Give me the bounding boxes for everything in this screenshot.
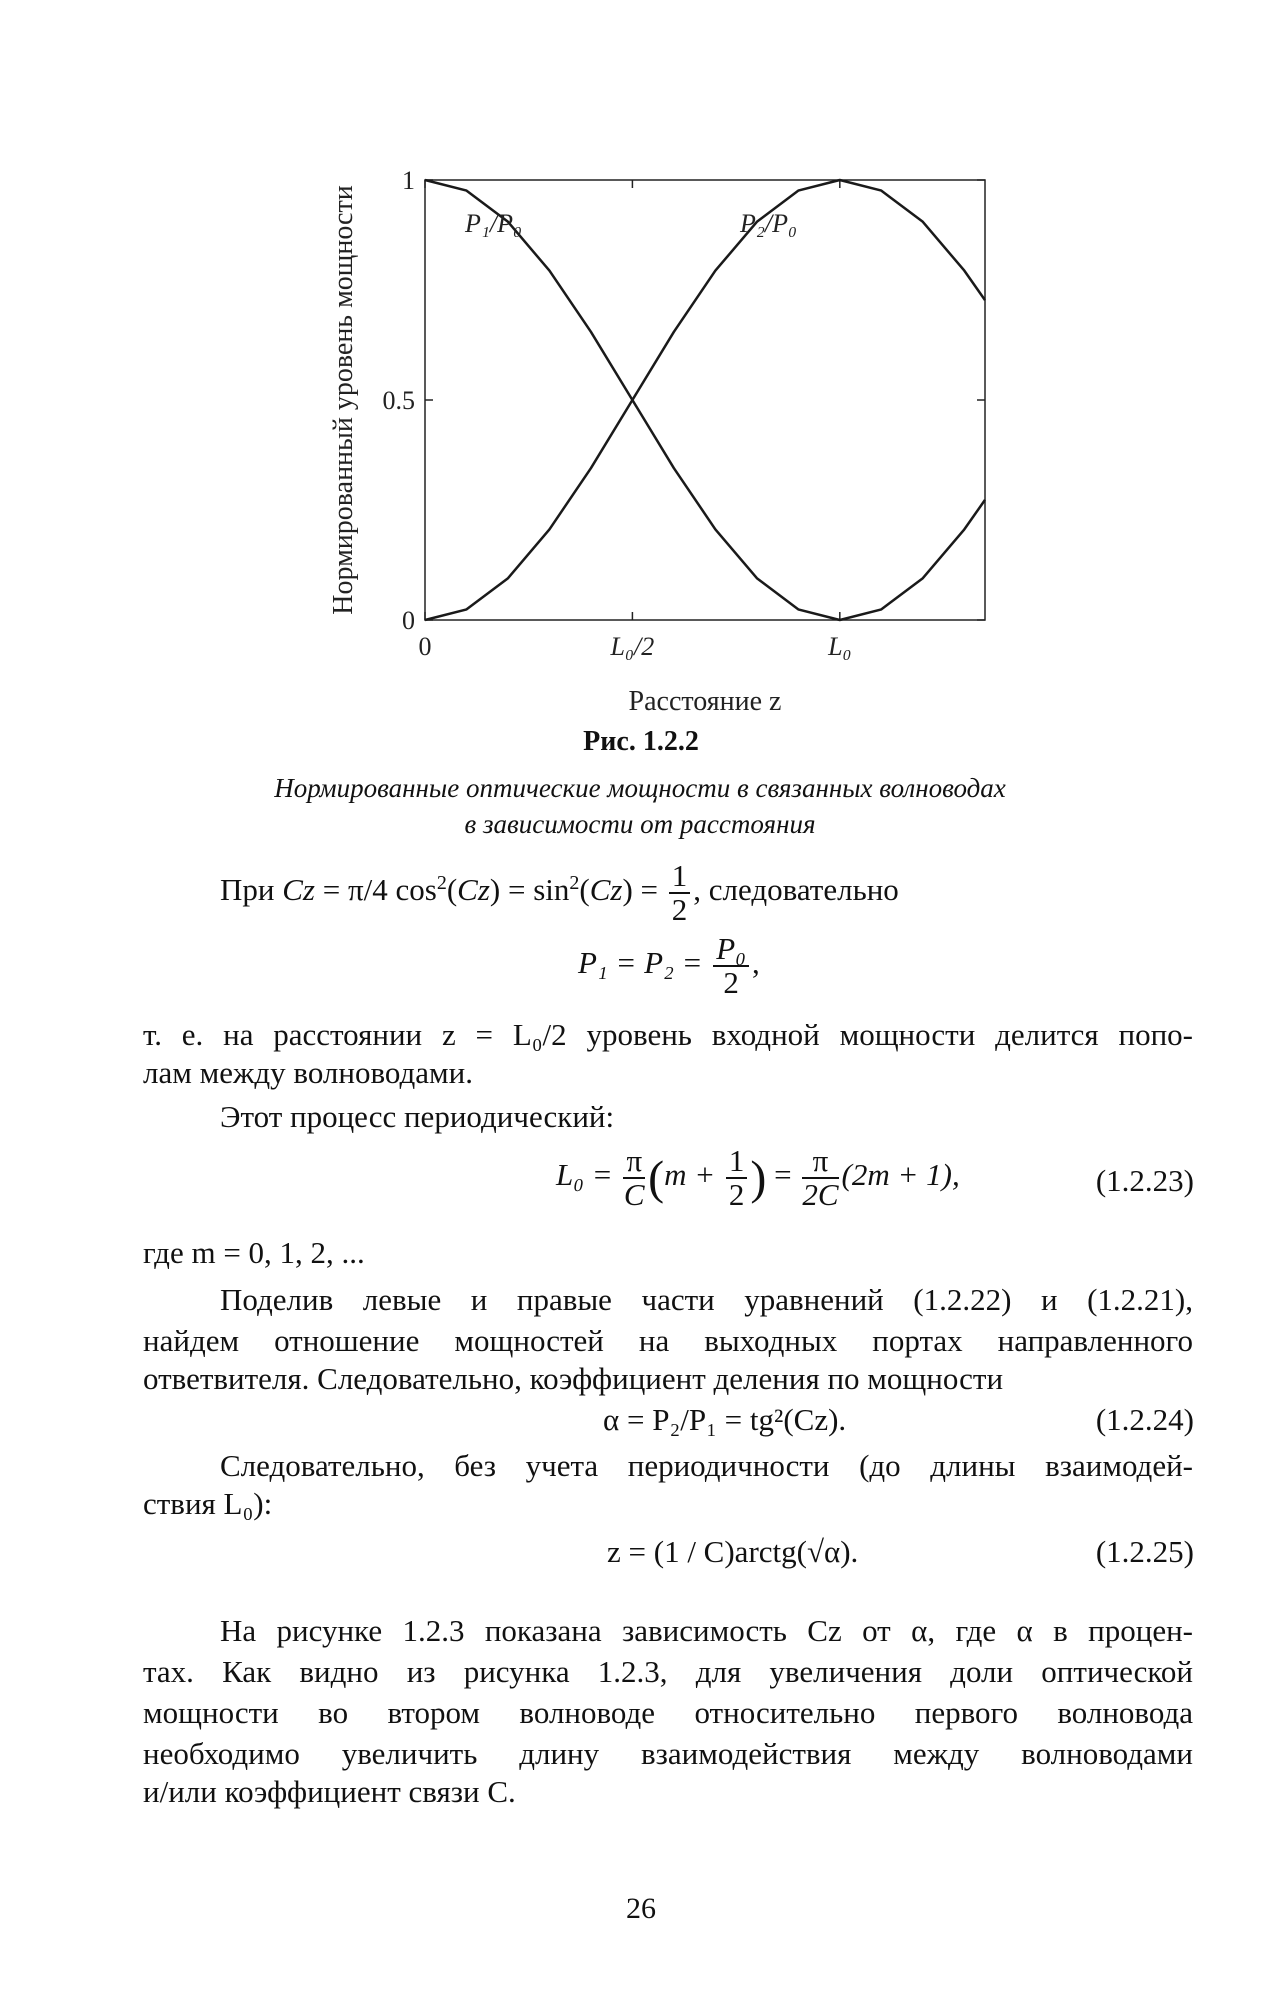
fraction	[669, 860, 691, 926]
equation-number: (1.2.24)	[1095, 1402, 1194, 1437]
figure-caption	[200, 770, 1080, 842]
denominator: 2	[728, 1177, 745, 1212]
equation-1-2-24: α = P₂/P₁ = tg²(Cz).	[603, 1402, 847, 1437]
figure-title: Рис. 1.2.2	[583, 726, 699, 757]
y-axis-label: Нормированный уровень мощности	[328, 185, 359, 615]
text-segment: m +	[664, 1157, 723, 1193]
x-axis-label: Расстояние z	[628, 686, 782, 717]
y-tick-label: 0.5	[382, 386, 415, 415]
fraction	[802, 1145, 838, 1211]
paragraph-line: лам между волноводами.	[143, 1055, 474, 1090]
fraction	[713, 933, 749, 999]
paragraph-line: где m = 0, 1, 2, ...	[143, 1235, 365, 1270]
text-segment: Cz	[282, 872, 315, 908]
figure-caption-line-1: Нормированные оптические мощности в связанных волноводах	[274, 773, 1006, 803]
text-segment: (	[579, 872, 590, 908]
paragraph-line: найдем отношение мощностей на выходных портах направленного	[143, 1323, 1193, 1358]
denominator: 2C	[802, 1177, 839, 1212]
denominator: 2	[723, 965, 739, 1000]
text-segment: Cz	[589, 872, 623, 908]
x-tick-label: L₀	[828, 632, 852, 661]
text-segment: ) = sin	[489, 872, 570, 908]
equation-number: (1.2.25)	[1095, 1534, 1194, 1569]
series-line-2	[425, 180, 985, 620]
equation-1-2-25: z = (1 / C)arctg(√α).	[607, 1534, 859, 1569]
paragraph-line: мощности во втором волноводе относительно первого волновода	[143, 1695, 1193, 1730]
numerator: π	[623, 1145, 645, 1179]
paragraph-line: необходимо увеличить длину взаимодействия между волноводами	[143, 1736, 1193, 1771]
superscript: 2	[436, 871, 447, 894]
paragraph-line: Этот процесс периодический:	[220, 1099, 615, 1134]
superscript: 2	[569, 871, 580, 894]
plot-frame	[425, 180, 985, 620]
text-segment: (2m + 1),	[841, 1157, 960, 1193]
paragraph-line: На рисунке 1.2.3 показана зависимость Cz от α, где α в процен-	[220, 1613, 1193, 1648]
numerator: 1	[726, 1145, 748, 1179]
numerator: P₀	[713, 933, 749, 967]
paragraph-line: т. е. на расстоянии z = L₀/2 уровень входной мощности делится попо-	[143, 1017, 1193, 1052]
chart-svg	[300, 140, 1020, 730]
formula-cz	[220, 860, 899, 926]
text-segment: ) =	[622, 872, 666, 908]
fraction	[623, 1145, 645, 1211]
figure-caption-line-2: в зависимости от расстояния	[464, 809, 816, 839]
text-segment: = π/4 cos	[314, 872, 437, 908]
paragraph-line: Следовательно, без учета периодичности (до длины взаимодей-	[220, 1448, 1193, 1483]
paragraph-line: тах. Как видно из рисунка 1.2.3, для увеличения доли оптической	[143, 1654, 1193, 1689]
y-tick-label: 0	[402, 606, 415, 635]
formula-p1-p2: P₁ = P₂ = $\frac{\text{P₀}}{2}$ ,	[578, 931, 760, 1000]
fraction	[726, 1145, 748, 1211]
series-label-2: P₂/P₀	[740, 209, 798, 238]
text-segment: Cz	[457, 872, 490, 908]
paragraph-line: ответвителя. Следовательно, коэффициент деления по мощности	[143, 1361, 1004, 1396]
y-tick-label: 1	[402, 166, 415, 195]
paragraph-line: Поделив левые и правые части уравнений (1.2.22) и (1.2.21),	[220, 1282, 1193, 1317]
text-segment: =	[766, 1157, 800, 1193]
paragraph-line: ствия L₀):	[143, 1486, 273, 1521]
equation-1-2-23: L₀ = $\frac{\pi}{C}$ (m + $\frac{1}{2}$ ) = $\frac{\pi}{2C}$ (2m + 1),	[556, 1143, 960, 1212]
series-line-1	[425, 180, 985, 620]
series-label-1: P₁/P₀	[465, 209, 523, 238]
paragraph-line: и/или коэффициент связи C.	[143, 1774, 516, 1809]
power-chart	[300, 140, 1020, 730]
x-tick-label: 0	[418, 632, 432, 661]
x-tick-label: L₀/2	[610, 632, 655, 661]
numerator: π	[802, 1145, 838, 1179]
denominator: 2	[671, 892, 688, 927]
text-segment: L₀ =	[556, 1157, 621, 1193]
equation-number: (1.2.23)	[1095, 1163, 1194, 1198]
text-segment: При	[220, 872, 283, 908]
denominator: C	[623, 1177, 645, 1212]
text-segment: (	[446, 872, 458, 908]
text-segment: P₁ = P₂ =	[578, 945, 711, 981]
page-number: 26	[626, 1892, 656, 1925]
text-segment: , следовательно	[693, 872, 899, 908]
numerator: 1	[669, 860, 691, 894]
